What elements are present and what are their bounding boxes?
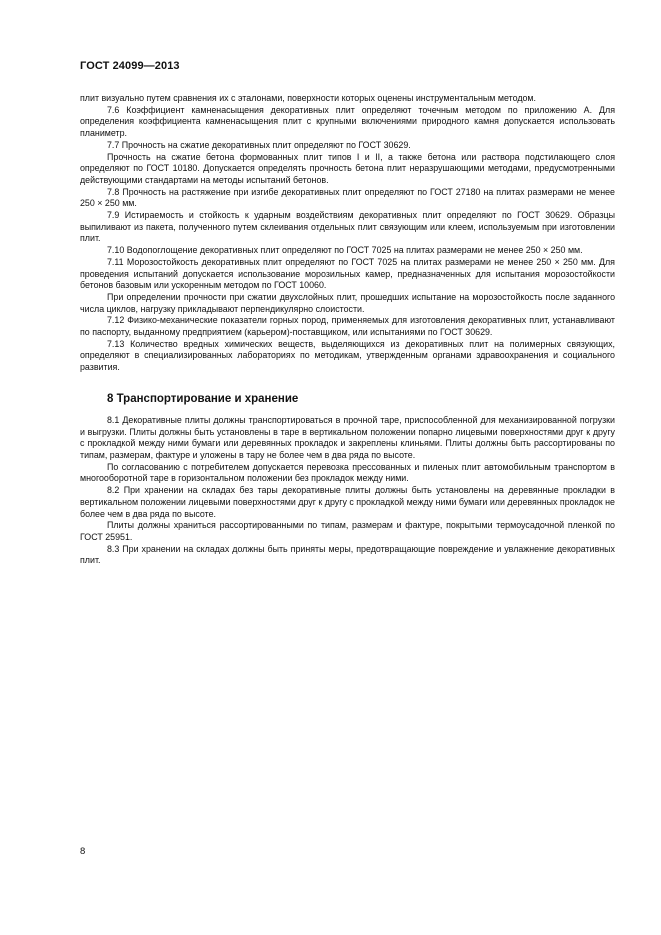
paragraph-7-5-continuation: плит визуально путем сравнения их с эталонами, поверхности которых оценены инструментальным методом.	[80, 93, 536, 103]
paragraph-8-2-sorting: Плиты должны храниться рассортированными по типам, размерам и фактуре, покрытыми термоусадочной пленкой по ГОСТ 25951.	[80, 520, 615, 542]
paragraph-7-11: 7.11 Морозостойкость декоративных плит определяют по ГОСТ 7025 на плитах размерами не менее 250 × 250 мм. Для проведения испытаний допускается использование морозильных камер, предназначенных для испытания морозостойкости бетонов базовым или ускоренным методом по ГОСТ 10060.	[80, 256, 615, 291]
paragraph-7-12: 7.12 Физико-механические показатели горных пород, применяемых для изготовления декоративных плит, устанавливают по паспорту, выданному предприятием (карьером)-поставщиком, или испытаниями по ГОСТ 30629.	[80, 315, 615, 338]
page-body	[80, 93, 615, 567]
paragraph-7-11-bilayer: При определении прочности при сжатии двухслойных плит, прошедших испытание на морозостойкость после заданного числа циклов, нагрузку прикладывают перпендикулярно слоистости.	[80, 291, 615, 314]
paragraph-7-7-concrete: Прочность на сжатие бетона формованных плит типов I и II, а также бетона или раствора подстилающего слоя определяют по ГОСТ 10180. Допускается определять прочность бетона плит неразрушающими методами, предусмотренными действующими стандартами на методы испытаний бетонов.	[80, 151, 615, 185]
paragraph-8-1-agreement: По согласованию с потребителем допускается перевозка прессованных и пиленых плит автомобильным транспортом в многооборотной таре в горизонтальном положении без прокладок между ними.	[80, 461, 615, 484]
paragraph-7-10: 7.10 Водопоглощение декоративных плит определяют по ГОСТ 7025 на плитах размерами не менее 250 × 250 мм.	[107, 245, 583, 256]
section-heading-transport-storage: 8 Транспортирование и хранение	[107, 392, 299, 405]
paragraph-8-2: 8.2 При хранении на складах без тары декоративные плиты должны быть установлены на деревянные прокладки в вертикальном положении лицевыми поверхностями друг к другу с прокладкой между ними бумаги или деревянных прокладок не более чем в два ряда по высоте.	[80, 485, 615, 519]
paragraph-7-9: 7.9 Истираемость и стойкость к ударным воздействиям декоративных плит определяют по ГОСТ 30629. Образцы выпиливают из пакета, полученного путем склеивания отдельных плит связующим или клеем, используемым при изготовлении плит.	[80, 210, 615, 244]
document-header-standard: ГОСТ 24099—2013	[80, 60, 180, 72]
paragraph-8-1: 8.1 Декоративные плиты должны транспортироваться в прочной таре, приспособленной для механизированной погрузки и выгрузки. Плиты должны быть установлены в таре в вертикальном положении попарно лицевыми поверхностями друг к другу с прокладкой между ними бумаги или деревянных прокладок и закреплены клиньями. Плиты должны быть рассортированы по типам, размерам, фактуре и уложены в тару не более чем в два ряда по высоте.	[80, 414, 615, 460]
paragraph-7-7: 7.7 Прочность на сжатие декоративных плит определяют по ГОСТ 30629.	[107, 139, 411, 150]
page-number: 8	[80, 846, 86, 857]
paragraph-7-13: 7.13 Количество вредных химических веществ, выделяющихся из декоративных плит на полимерных связующих, определяют в специализированных лабораториях по методикам, утвержденным органами здравоохранения и социального развития.	[80, 338, 615, 373]
paragraph-7-6: 7.6 Коэффициент камненасыщения декоративных плит определяют точечным методом по приложению А. Для определения коэффициента камненасыщения плит с крупными включениями природного камня допускается использовать планиметр.	[80, 104, 615, 139]
paragraph-8-3: 8.3 При хранении на складах должны быть приняты меры, предотвращающие повреждение и увлажнение декоративных плит.	[80, 543, 615, 566]
paragraph-7-8: 7.8 Прочность на растяжение при изгибе декоративных плит определяют по ГОСТ 27180 на плитах размерами не менее 250 × 250 мм.	[80, 186, 615, 209]
